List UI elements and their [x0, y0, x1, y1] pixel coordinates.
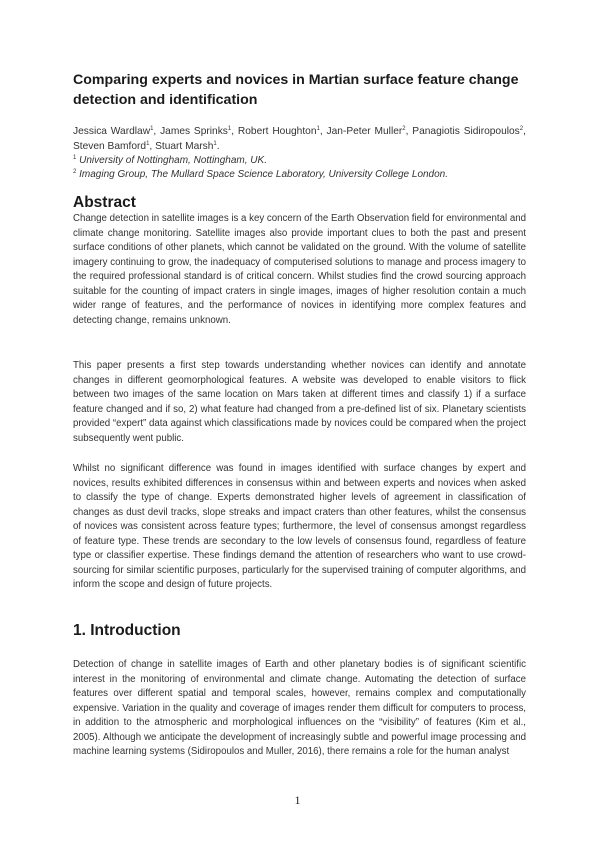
affiliation-2: $^2$ Imaging Group, The Mullard Space Science Laboratory, University College London.: [73, 169, 449, 180]
page-number: 1: [294, 793, 301, 807]
abstract-heading: Abstract: [73, 194, 136, 211]
paper-title: Comparing experts and novices in Martian surface feature change detection and identification: [73, 72, 519, 108]
affiliation-1: $^1$ University of Nottingham, Nottingham, UK.: [73, 155, 267, 166]
author: Robert Houghton$^1$,: [237, 126, 327, 137]
author: James Sprinks$^1$,: [160, 126, 238, 137]
author: Jan-Peter Muller$^2$,: [326, 126, 413, 137]
abstract-paragraph-2: This paper presents a first step towards understanding whether novices can identify and annotate changes in different geomorphological features. A website was developed to enable visitors to flick between two images of the same location on Mars taken at different times and classify 1) if a surface feature changed and if so, 2) what feature had changed from a pre-defined list of six. Planetary scientists provided “expert” data against which classifications made by novices could be compared when the project subsequently went public.: [73, 360, 526, 444]
author: Stuart Marsh$^1$.: [155, 140, 220, 152]
author: Steven Bamford$^1$,: [73, 140, 156, 152]
abstract-paragraph-3: Whilst no significant difference was found in images identified with surface changes by expert and novices, results exhibited differences in consensus within and between experts and novices when asked to classify the type of change. Experts demonstrated higher levels of agreement in classification of changes as dust devil tracks, slope streaks and impact craters than other features, whilst the consensus of novices was consistent across feature types; furthermore, the level of consensus amongst regardless of feature type. These trends are secondary to the low levels of consensus found, regardless of feature type or classifier expertise. These findings demand the attention of researchers who want to use crowd-sourcing for similar scientific purposes, particularly for the supervised training of computer algorithms, and inform the scope and design of future projects.: [73, 463, 526, 590]
introduction-heading: 1. Introduction: [73, 622, 181, 639]
author-list: [73, 125, 526, 154]
author: Jessica Wardlaw$^1$,: [73, 126, 161, 137]
abstract-paragraph-1: Change detection in satellite images is a key concern of the Earth Observation field for environmental and climate change monitoring. Satellite images also provide important clues to both the past and present surface conditions of other planets, which cannot be validated on the ground. With the volume of satellite imagery continuing to grow, the inadequacy of computerised solutions to manage and process imagery to the required professional standard is of critical concern. Whilst studies find the crowd sourcing approach suitable for the counting of impact craters in single images, images of higher resolution contain a much wider range of features, and the performance of novices in identifying more complex features and detecting change, remains unknown.: [73, 213, 526, 326]
introduction-paragraph: Detection of change in satellite images of Earth and other planetary bodies is of significant scientific interest in the monitoring of environmental and climate change. Automating the detection of surface features over different spatial and temporal scales, however, remains complex and computationally expensive. Variation in the quality and coverage of images render them difficult for computers to process, in addition to the atmospheric and morphological influences on the “visibility” of features (Kim et al., 2005). Although we anticipate the development of increasingly subtle and powerful image processing and machine learning systems (Sidiropoulos and Muller, 2016), there remains a role for the human analyst: [73, 659, 526, 757]
author: Panagiotis Sidiropoulos$^2$,: [412, 126, 526, 137]
